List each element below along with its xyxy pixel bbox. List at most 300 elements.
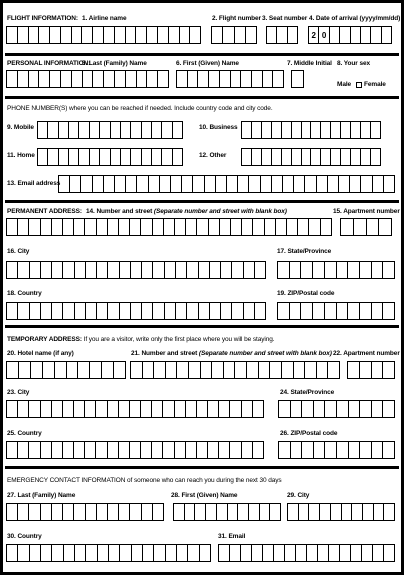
char-box[interactable]	[152, 401, 163, 417]
char-box[interactable]	[317, 362, 329, 378]
char-box[interactable]	[180, 27, 191, 43]
char-box[interactable]	[383, 401, 394, 417]
char-box[interactable]	[41, 219, 52, 235]
char-box[interactable]	[307, 545, 318, 561]
char-box[interactable]	[360, 442, 372, 458]
char-box[interactable]	[43, 362, 55, 378]
middle-initial-box[interactable]	[291, 70, 304, 88]
char-box[interactable]	[164, 219, 175, 235]
char-box[interactable]	[270, 362, 282, 378]
char-box[interactable]	[98, 545, 109, 561]
char-box[interactable]	[337, 262, 349, 278]
char-box[interactable]	[52, 219, 63, 235]
char-box[interactable]	[7, 442, 18, 458]
char-box[interactable]	[163, 442, 174, 458]
temp-street-boxes[interactable]	[130, 361, 340, 379]
char-box[interactable]	[72, 27, 83, 43]
char-box[interactable]	[360, 262, 372, 278]
char-box[interactable]	[247, 362, 259, 378]
char-box[interactable]	[232, 303, 243, 319]
char-box[interactable]	[272, 149, 282, 165]
char-box[interactable]	[311, 122, 321, 138]
char-box[interactable]	[119, 504, 130, 520]
char-box[interactable]	[108, 504, 119, 520]
char-box[interactable]	[63, 303, 74, 319]
char-box[interactable]	[317, 176, 328, 192]
char-box[interactable]	[208, 442, 219, 458]
last-name-boxes[interactable]	[6, 70, 169, 88]
char-box[interactable]	[149, 176, 160, 192]
first-name-boxes[interactable]	[176, 70, 284, 88]
char-box[interactable]	[86, 303, 97, 319]
char-box[interactable]	[72, 71, 83, 87]
char-box[interactable]	[67, 362, 79, 378]
char-box[interactable]	[186, 401, 197, 417]
char-box[interactable]	[29, 504, 40, 520]
char-box[interactable]	[70, 176, 81, 192]
char-box[interactable]	[31, 362, 43, 378]
char-box[interactable]	[282, 149, 292, 165]
char-box[interactable]	[132, 545, 143, 561]
char-box[interactable]	[261, 176, 272, 192]
char-box[interactable]	[363, 504, 374, 520]
char-box[interactable]	[74, 442, 85, 458]
char-box[interactable]	[209, 219, 220, 235]
char-box[interactable]	[173, 122, 182, 138]
char-box[interactable]	[187, 262, 198, 278]
char-box[interactable]	[311, 149, 321, 165]
temp-state-boxes[interactable]	[278, 400, 395, 418]
char-box[interactable]	[249, 176, 260, 192]
char-box[interactable]	[285, 545, 296, 561]
char-box[interactable]	[120, 545, 131, 561]
char-box[interactable]	[331, 504, 342, 520]
char-box[interactable]	[96, 442, 107, 458]
char-box[interactable]	[141, 219, 152, 235]
char-box[interactable]	[121, 122, 131, 138]
char-box[interactable]	[255, 262, 265, 278]
char-box[interactable]	[97, 219, 108, 235]
char-box[interactable]	[182, 176, 193, 192]
char-box[interactable]	[74, 504, 85, 520]
char-box[interactable]	[75, 545, 86, 561]
char-box[interactable]	[130, 504, 141, 520]
char-box[interactable]	[108, 442, 119, 458]
char-box[interactable]	[93, 27, 104, 43]
perm-street-boxes[interactable]	[6, 218, 332, 236]
other-boxes[interactable]	[241, 148, 381, 166]
char-box[interactable]	[372, 401, 384, 417]
char-box[interactable]	[85, 219, 96, 235]
char-box[interactable]	[290, 303, 302, 319]
char-box[interactable]	[339, 176, 350, 192]
char-box[interactable]	[252, 545, 263, 561]
temp-city-boxes[interactable]	[6, 400, 264, 418]
char-box[interactable]	[142, 504, 153, 520]
char-box[interactable]	[78, 362, 90, 378]
char-box[interactable]	[235, 27, 246, 43]
char-box[interactable]	[93, 71, 104, 87]
char-box[interactable]	[190, 27, 200, 43]
char-box[interactable]	[231, 219, 242, 235]
char-box[interactable]	[141, 401, 152, 417]
char-box[interactable]	[241, 71, 252, 87]
char-box[interactable]	[7, 504, 18, 520]
char-box[interactable]	[188, 71, 199, 87]
char-box[interactable]	[104, 176, 115, 192]
char-box[interactable]	[188, 545, 199, 561]
char-box[interactable]	[331, 149, 341, 165]
char-box[interactable]	[252, 149, 262, 165]
char-box[interactable]	[383, 303, 394, 319]
char-box[interactable]	[361, 27, 371, 43]
char-box[interactable]	[278, 303, 290, 319]
seat-number-boxes[interactable]	[266, 26, 298, 44]
char-box[interactable]	[7, 401, 18, 417]
char-box[interactable]	[131, 303, 142, 319]
char-box[interactable]	[64, 545, 75, 561]
char-box[interactable]	[63, 504, 74, 520]
char-box[interactable]	[90, 122, 100, 138]
char-box[interactable]	[351, 27, 361, 43]
char-box[interactable]	[384, 504, 394, 520]
char-box[interactable]	[219, 401, 230, 417]
char-box[interactable]	[282, 122, 292, 138]
char-box[interactable]	[187, 303, 198, 319]
char-box[interactable]	[85, 442, 96, 458]
char-box[interactable]	[39, 71, 50, 87]
char-box[interactable]	[372, 262, 384, 278]
char-box[interactable]	[197, 442, 208, 458]
char-box[interactable]	[61, 71, 72, 87]
char-box[interactable]	[59, 149, 69, 165]
char-box[interactable]	[325, 303, 337, 319]
char-box[interactable]	[75, 303, 86, 319]
perm-state-boxes[interactable]	[277, 261, 395, 279]
char-box[interactable]	[373, 545, 384, 561]
char-box[interactable]	[360, 362, 372, 378]
char-box[interactable]	[330, 27, 340, 43]
char-box[interactable]	[52, 262, 63, 278]
char-box[interactable]	[74, 401, 85, 417]
char-box[interactable]	[97, 262, 108, 278]
char-box[interactable]	[246, 27, 256, 43]
char-box[interactable]	[200, 545, 210, 561]
char-box[interactable]	[115, 27, 126, 43]
char-box[interactable]	[301, 303, 313, 319]
char-box[interactable]	[241, 545, 252, 561]
hotel-boxes[interactable]	[6, 361, 126, 379]
char-box[interactable]	[74, 219, 85, 235]
char-box[interactable]	[59, 122, 69, 138]
char-box[interactable]	[165, 303, 176, 319]
char-box[interactable]	[279, 401, 291, 417]
char-box[interactable]	[90, 362, 102, 378]
char-box[interactable]	[18, 401, 29, 417]
char-box[interactable]	[265, 219, 276, 235]
char-box[interactable]	[212, 362, 224, 378]
char-box[interactable]	[288, 504, 299, 520]
char-box[interactable]	[185, 504, 196, 520]
airline-name-boxes[interactable]	[6, 26, 201, 44]
char-box[interactable]	[199, 262, 210, 278]
char-box[interactable]	[104, 71, 115, 87]
char-box[interactable]	[126, 71, 137, 87]
char-box[interactable]	[314, 401, 326, 417]
char-box[interactable]	[263, 545, 274, 561]
char-box[interactable]	[374, 504, 385, 520]
char-box[interactable]	[253, 442, 263, 458]
char-box[interactable]	[41, 303, 52, 319]
char-box[interactable]	[50, 27, 61, 43]
char-box[interactable]	[186, 219, 197, 235]
char-box[interactable]	[299, 504, 310, 520]
char-box[interactable]	[7, 71, 18, 87]
char-box[interactable]	[173, 149, 182, 165]
char-box[interactable]	[86, 545, 97, 561]
char-box[interactable]	[252, 71, 263, 87]
char-box[interactable]	[260, 504, 271, 520]
em-last-name-boxes[interactable]	[6, 503, 164, 521]
char-box[interactable]	[52, 545, 63, 561]
char-box[interactable]	[262, 122, 272, 138]
char-box[interactable]	[294, 362, 306, 378]
char-box[interactable]	[292, 71, 303, 87]
char-box[interactable]	[177, 71, 188, 87]
char-box[interactable]	[242, 122, 252, 138]
mobile-boxes[interactable]	[37, 121, 183, 139]
char-box[interactable]	[238, 176, 249, 192]
char-box[interactable]	[153, 303, 164, 319]
char-box[interactable]	[48, 149, 58, 165]
char-box[interactable]	[38, 149, 48, 165]
char-box[interactable]	[90, 149, 100, 165]
char-box[interactable]	[313, 303, 325, 319]
char-box[interactable]	[208, 401, 219, 417]
char-box[interactable]	[341, 219, 354, 235]
char-box[interactable]	[296, 545, 307, 561]
char-box[interactable]	[279, 442, 291, 458]
char-box[interactable]	[267, 27, 277, 43]
char-box[interactable]	[383, 262, 394, 278]
char-box[interactable]	[291, 442, 303, 458]
char-box[interactable]	[79, 149, 89, 165]
char-box[interactable]	[242, 401, 253, 417]
char-box[interactable]	[177, 545, 188, 561]
char-box[interactable]	[350, 176, 361, 192]
char-box[interactable]	[75, 262, 86, 278]
char-box[interactable]	[220, 219, 231, 235]
char-box[interactable]	[52, 504, 63, 520]
char-box[interactable]	[321, 149, 331, 165]
char-box[interactable]	[163, 401, 174, 417]
char-box[interactable]	[131, 262, 142, 278]
char-box[interactable]	[18, 262, 29, 278]
char-box[interactable]	[18, 303, 29, 319]
char-box[interactable]	[263, 71, 274, 87]
char-box[interactable]	[52, 442, 63, 458]
char-box[interactable]	[292, 149, 302, 165]
char-box[interactable]	[160, 176, 171, 192]
char-box[interactable]	[372, 442, 384, 458]
char-box[interactable]	[63, 219, 74, 235]
char-box[interactable]	[41, 545, 52, 561]
char-box[interactable]	[29, 442, 40, 458]
char-box[interactable]	[349, 401, 361, 417]
char-box[interactable]	[340, 545, 351, 561]
char-box[interactable]	[166, 545, 177, 561]
char-box[interactable]	[52, 303, 63, 319]
char-box[interactable]	[39, 27, 50, 43]
char-box[interactable]	[136, 27, 147, 43]
char-box[interactable]	[278, 262, 290, 278]
char-box[interactable]	[313, 262, 325, 278]
char-box[interactable]	[331, 122, 341, 138]
em-city-boxes[interactable]	[287, 503, 395, 521]
char-box[interactable]	[18, 442, 29, 458]
char-box[interactable]	[109, 545, 120, 561]
char-box[interactable]	[362, 545, 373, 561]
char-box[interactable]	[195, 504, 206, 520]
em-country-boxes[interactable]	[6, 544, 211, 562]
char-box[interactable]	[97, 303, 108, 319]
char-box[interactable]	[85, 401, 96, 417]
char-box[interactable]	[371, 149, 380, 165]
char-box[interactable]	[291, 401, 303, 417]
char-box[interactable]	[130, 442, 141, 458]
char-box[interactable]	[274, 545, 285, 561]
char-box[interactable]	[272, 176, 283, 192]
char-box[interactable]	[259, 362, 271, 378]
char-box[interactable]	[255, 303, 265, 319]
char-box[interactable]	[232, 262, 243, 278]
char-box[interactable]	[29, 71, 40, 87]
char-box[interactable]	[219, 442, 230, 458]
char-box[interactable]	[7, 262, 18, 278]
char-box[interactable]	[244, 303, 255, 319]
char-box[interactable]	[69, 122, 79, 138]
char-box[interactable]	[244, 262, 255, 278]
char-box[interactable]	[186, 442, 197, 458]
temp-zip-boxes[interactable]	[278, 441, 395, 459]
char-box[interactable]	[142, 122, 152, 138]
char-box[interactable]	[41, 262, 52, 278]
char-box[interactable]	[230, 401, 241, 417]
char-box[interactable]	[18, 27, 29, 43]
char-box[interactable]	[384, 545, 394, 561]
char-box[interactable]	[97, 504, 108, 520]
char-box[interactable]	[165, 262, 176, 278]
char-box[interactable]	[52, 401, 63, 417]
char-box[interactable]	[276, 219, 287, 235]
char-box[interactable]	[143, 362, 155, 378]
char-box[interactable]	[141, 442, 152, 458]
char-box[interactable]	[108, 303, 119, 319]
char-box[interactable]	[372, 303, 384, 319]
char-box[interactable]	[119, 442, 130, 458]
char-box[interactable]	[352, 504, 363, 520]
business-boxes[interactable]	[241, 121, 381, 139]
char-box[interactable]	[153, 219, 164, 235]
temp-apartment-boxes[interactable]	[347, 361, 395, 379]
char-box[interactable]	[348, 303, 360, 319]
char-box[interactable]	[384, 176, 394, 192]
char-box[interactable]	[325, 401, 337, 417]
char-box[interactable]	[143, 545, 154, 561]
char-box[interactable]	[104, 27, 115, 43]
char-box[interactable]	[361, 176, 372, 192]
char-box[interactable]	[361, 122, 371, 138]
char-box[interactable]	[290, 262, 302, 278]
char-box[interactable]	[30, 262, 41, 278]
char-box[interactable]	[262, 149, 272, 165]
char-box[interactable]	[169, 27, 180, 43]
char-box[interactable]	[19, 362, 31, 378]
char-box[interactable]	[249, 504, 260, 520]
char-box[interactable]	[177, 362, 189, 378]
char-box[interactable]	[321, 219, 331, 235]
char-box[interactable]	[48, 122, 58, 138]
char-box[interactable]	[314, 442, 326, 458]
char-box[interactable]	[166, 362, 178, 378]
char-box[interactable]	[337, 442, 349, 458]
char-box[interactable]	[114, 362, 125, 378]
char-box[interactable]	[321, 122, 331, 138]
char-box[interactable]	[337, 303, 349, 319]
char-box[interactable]	[361, 149, 371, 165]
char-box[interactable]	[351, 149, 361, 165]
char-box[interactable]	[142, 303, 153, 319]
char-box[interactable]	[325, 262, 337, 278]
char-box[interactable]	[111, 149, 121, 165]
char-box[interactable]	[351, 545, 362, 561]
char-box[interactable]	[18, 504, 29, 520]
char-box[interactable]	[235, 362, 247, 378]
char-box[interactable]	[270, 504, 280, 520]
char-box[interactable]	[115, 176, 126, 192]
char-box[interactable]	[83, 71, 94, 87]
char-box[interactable]	[372, 362, 384, 378]
char-box[interactable]	[212, 27, 223, 43]
char-box[interactable]	[63, 401, 74, 417]
char-box[interactable]	[230, 442, 241, 458]
char-box[interactable]	[301, 262, 313, 278]
char-box[interactable]	[147, 27, 158, 43]
char-box[interactable]	[126, 176, 137, 192]
char-box[interactable]	[152, 442, 163, 458]
char-box[interactable]	[305, 176, 316, 192]
char-box[interactable]	[252, 122, 262, 138]
char-box[interactable]	[230, 545, 241, 561]
arrival-date-boxes[interactable]	[308, 26, 392, 44]
char-box[interactable]	[158, 71, 168, 87]
char-box[interactable]	[371, 122, 380, 138]
char-box[interactable]	[360, 303, 372, 319]
char-box[interactable]	[93, 176, 104, 192]
char-box[interactable]	[108, 219, 119, 235]
char-box[interactable]: 0	[319, 27, 329, 43]
char-box[interactable]	[119, 219, 130, 235]
char-box[interactable]	[81, 176, 92, 192]
char-box[interactable]	[111, 122, 121, 138]
char-box[interactable]	[59, 176, 70, 192]
char-box[interactable]	[29, 401, 40, 417]
char-box[interactable]	[302, 149, 312, 165]
char-box[interactable]	[131, 362, 143, 378]
char-box[interactable]	[383, 362, 394, 378]
char-box[interactable]	[223, 27, 234, 43]
char-box[interactable]	[197, 219, 208, 235]
